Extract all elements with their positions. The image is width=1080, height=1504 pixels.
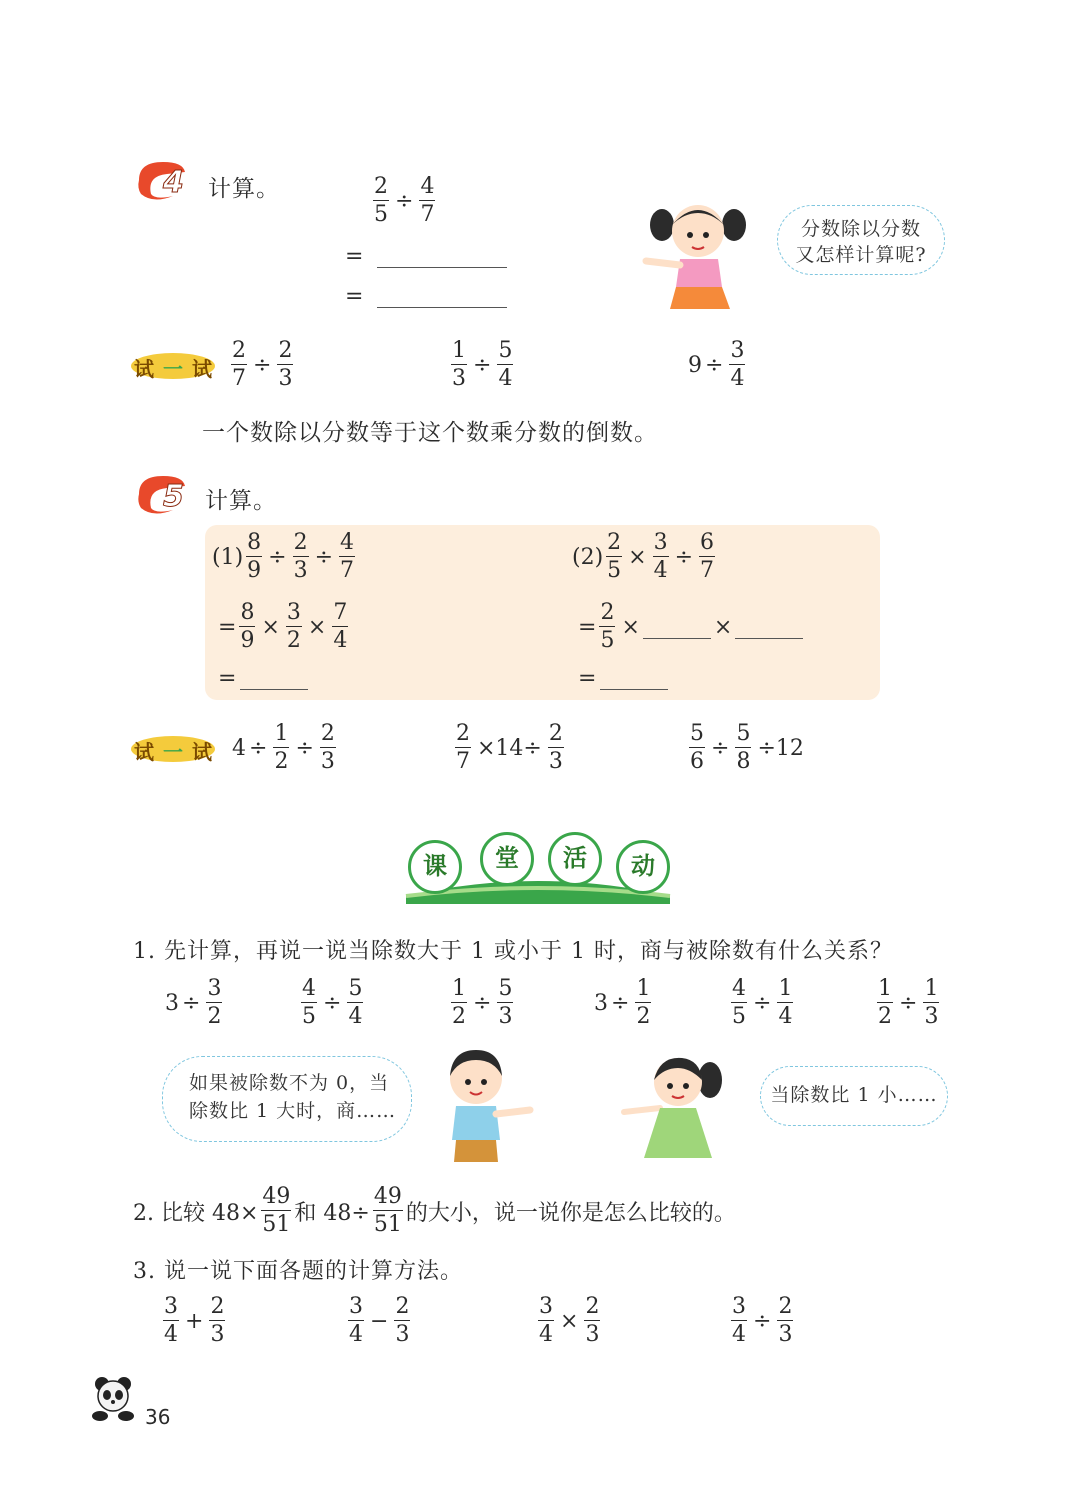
q1-item-6: $\frac{1}{2}$ ÷ $\frac{1}{3}$	[878, 976, 939, 1029]
q3-item-4: $\frac{3}{4}$ ÷ $\frac{2}{3}$	[732, 1294, 793, 1347]
ex5-p2-line2: = $\frac{2}{5}$ × ×	[578, 602, 803, 652]
panda-icon	[88, 1374, 138, 1424]
ex5-p1-line1: (1) $\frac{8}{9}$ ÷ $\frac{2}{3}$ ÷ $\frac{4}{7}$	[212, 530, 355, 583]
activity-question-1: 1. 先计算，再说一说当除数大于 1 或小于 1 时，商与被除数有什么关系？	[133, 939, 893, 964]
q1-item-3: $\frac{1}{2}$ ÷ $\frac{5}{3}$	[452, 976, 513, 1029]
try-it-label-1: 试 一 试	[130, 350, 216, 380]
activity-word-2: 堂	[480, 832, 534, 886]
activity-word-4: 动	[616, 840, 670, 894]
activity-question-3: 3. 说一说下面各题的计算方法。	[133, 1259, 463, 1284]
example-4-badge-icon	[133, 158, 193, 204]
activity-question-2: 2. 比较 48× $\frac{49}{51}$ 和 48÷ $\frac{49}{51}$ 的大小，说一说你是怎么比较的。	[133, 1184, 736, 1237]
example-5-title: 计算。	[205, 488, 277, 514]
q1-item-1: 3 ÷ $\frac{3}{2}$	[165, 976, 222, 1029]
boy-speech-bubble: 如果被除数不为 0，当 除数比 1 大时，商……	[162, 1056, 412, 1142]
girl-pointing-illustration	[640, 195, 750, 315]
svg-text:4: 4	[163, 165, 184, 200]
try2-item-1: 4 ÷ $\frac{1}{2}$ ÷ $\frac{2}{3}$	[232, 721, 335, 774]
example-5-badge-icon	[133, 472, 193, 518]
girl-speech-bubble-2: 当除数比 1 小……	[760, 1066, 948, 1126]
activity-word-3: 活	[548, 832, 602, 886]
q1-item-2: $\frac{4}{5}$ ÷ $\frac{5}{4}$	[302, 976, 363, 1029]
ex5-p2-line3: =	[578, 666, 668, 691]
q1-item-5: $\frac{4}{5}$ ÷ $\frac{1}{4}$	[732, 976, 793, 1029]
girl-speech-bubble: 分数除以分数 又怎样计算呢?	[777, 205, 945, 275]
page-number: 36	[145, 1405, 171, 1429]
try2-item-2: $\frac{2}{7}$ ×14÷ $\frac{2}{3}$	[456, 721, 563, 774]
ex5-p1-line3: =	[218, 666, 308, 691]
example-4-step-1: =	[345, 244, 507, 269]
try1-item-2: $\frac{1}{3}$ ÷ $\frac{5}{4}$	[452, 338, 513, 391]
reciprocal-rule: 一个数除以分数等于这个数乘分数的倒数。	[202, 420, 658, 446]
q3-item-2: $\frac{3}{4}$ − $\frac{2}{3}$	[349, 1294, 410, 1347]
example-4-step-2: =	[345, 284, 507, 309]
boy-pointing-illustration	[428, 1046, 538, 1166]
try2-item-3: $\frac{5}{6}$ ÷ $\frac{5}{8}$ ÷12	[690, 721, 804, 774]
try1-item-1: $\frac{2}{7}$ ÷ $\frac{2}{3}$	[232, 338, 293, 391]
try-it-label-2: 试 一 试	[130, 733, 216, 763]
example-4-problem: $\frac{2}{5}$ ÷ $\frac{4}{7}$	[374, 174, 435, 227]
q3-item-3: $\frac{3}{4}$ × $\frac{2}{3}$	[539, 1294, 600, 1347]
svg-text:5: 5	[163, 479, 184, 514]
girl-gesturing-illustration	[620, 1050, 730, 1162]
q3-item-1: $\frac{3}{4}$ + $\frac{2}{3}$	[164, 1294, 225, 1347]
activity-word-1: 课	[408, 840, 462, 894]
ex5-p1-line2: = $\frac{8}{9}$ × $\frac{3}{2}$ × $\frac{7}{4}$	[218, 600, 348, 653]
ex5-p2-line1: (2) $\frac{2}{5}$ × $\frac{3}{4}$ ÷ $\frac{6}{7}$	[572, 530, 715, 583]
try1-item-3: 9 ÷ $\frac{3}{4}$	[688, 338, 745, 391]
q1-item-4: 3 ÷ $\frac{1}{2}$	[594, 976, 651, 1029]
example-4-title: 计算。	[208, 176, 280, 202]
